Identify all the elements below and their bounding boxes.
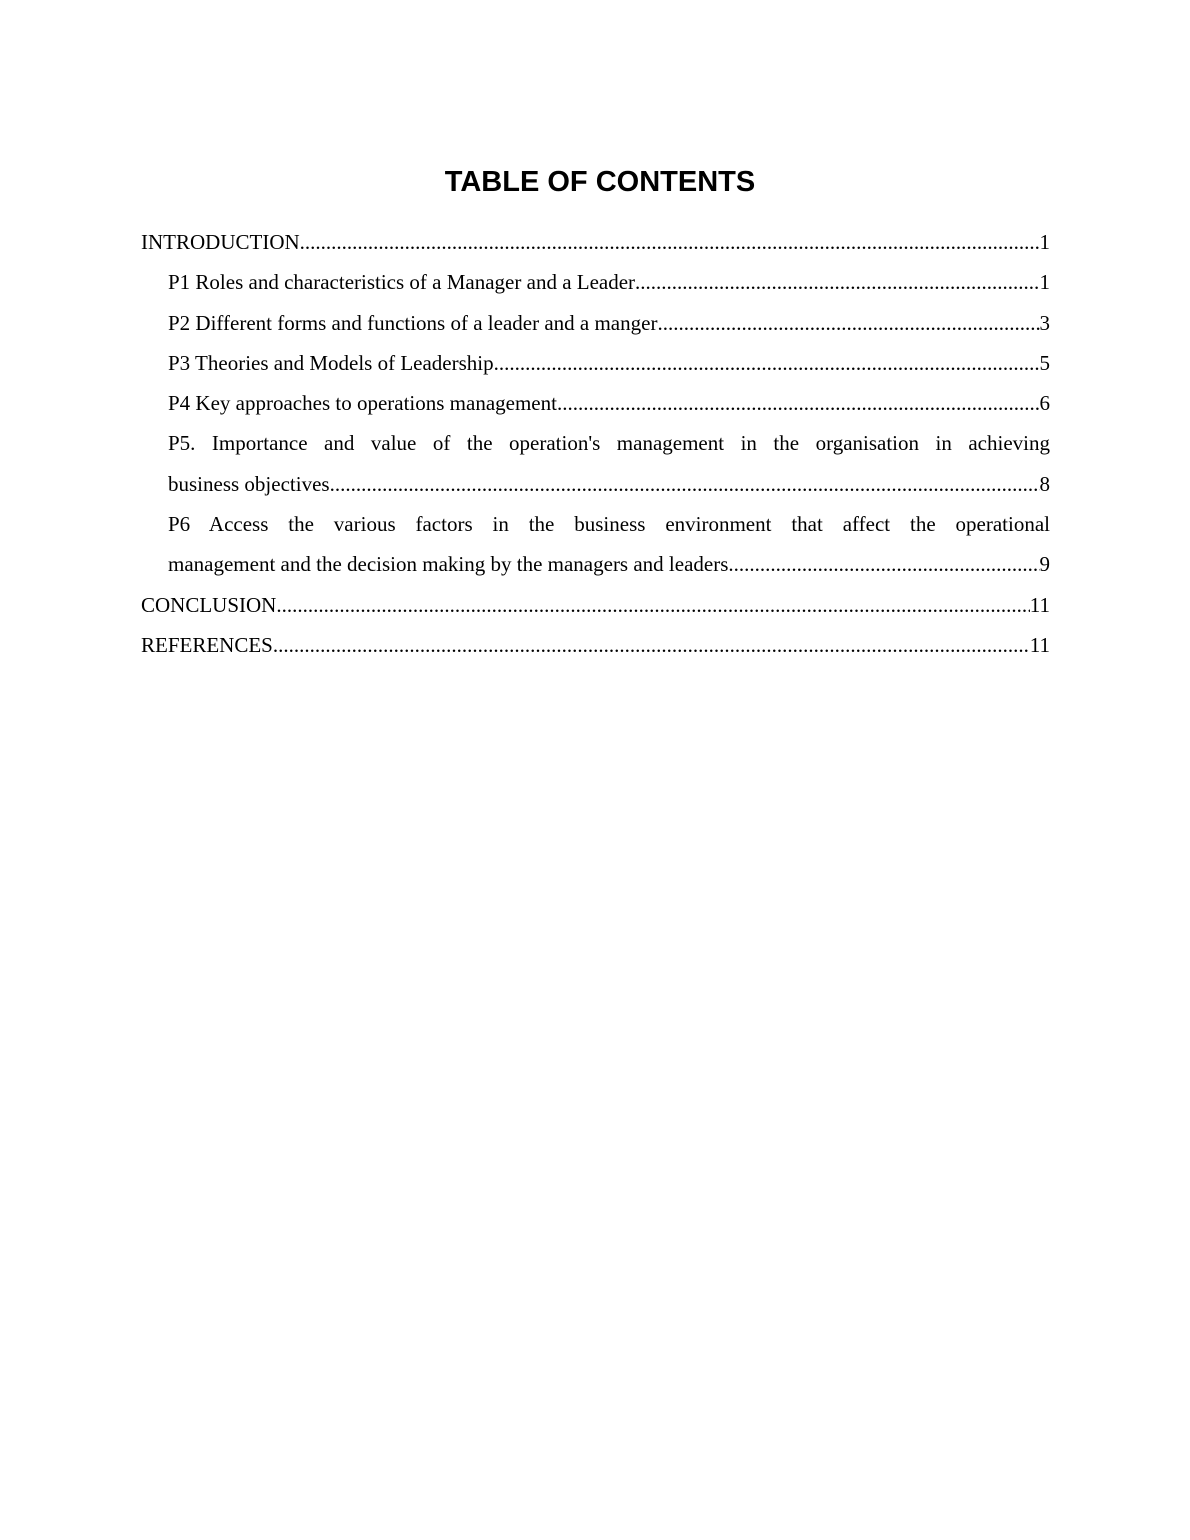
toc-entry-p4[interactable] bbox=[141, 383, 1050, 423]
toc-entry-label: INTRODUCTION bbox=[141, 230, 300, 254]
toc-page-number: 6 bbox=[1039, 391, 1050, 416]
toc-entry-label: REFERENCES bbox=[141, 632, 273, 657]
toc-page-number: 11 bbox=[1029, 592, 1050, 617]
dot-leader bbox=[276, 585, 1029, 625]
toc-page-number: 8 bbox=[1039, 471, 1050, 496]
dot-leader bbox=[557, 383, 1040, 423]
dot-leader bbox=[494, 343, 1040, 383]
dot-leader bbox=[330, 464, 1040, 504]
page-title: TABLE OF CONTENTS bbox=[444, 166, 756, 198]
toc-page-number: 11 bbox=[1029, 632, 1050, 657]
toc-entry-p3[interactable] bbox=[141, 343, 1050, 383]
toc-entry-label: P2 Different forms and functions of a leader and a manger bbox=[168, 310, 658, 335]
toc-page-number: 3 bbox=[1039, 310, 1050, 335]
toc-entry-p1[interactable] bbox=[141, 262, 1050, 302]
dot-leader bbox=[273, 625, 1030, 665]
dot-leader bbox=[657, 303, 1039, 343]
toc-entry-label: CONCLUSION bbox=[141, 592, 277, 617]
toc-page-number: 1 bbox=[1039, 230, 1050, 254]
toc-page-number: 5 bbox=[1039, 350, 1050, 375]
toc-entry-label-line1: P5. Importance and value of the operation's management in the organisation in achieving bbox=[168, 431, 1050, 456]
toc-entry-p5[interactable] bbox=[141, 423, 1050, 504]
toc-entry-label: P4 Key approaches to operations management bbox=[168, 391, 557, 416]
toc-entry-introduction[interactable] bbox=[141, 222, 1050, 262]
dot-leader bbox=[300, 222, 1040, 262]
toc-entry-conclusion[interactable] bbox=[141, 585, 1050, 625]
toc-page-number: 1 bbox=[1039, 270, 1050, 295]
toc-list bbox=[141, 222, 1050, 665]
toc-entry-label: P3 Theories and Models of Leadership bbox=[168, 350, 494, 375]
toc-entry-p6[interactable] bbox=[141, 504, 1050, 585]
toc-page-number: 9 bbox=[1039, 552, 1050, 577]
dot-leader bbox=[635, 262, 1039, 302]
toc-entry-label-line2: business objectives bbox=[168, 471, 330, 496]
dot-leader bbox=[734, 544, 1040, 584]
toc-entry-references[interactable] bbox=[141, 625, 1050, 665]
toc-entry-label-line1: P6 Access the various factors in the business environment that affect the operational bbox=[168, 512, 1050, 537]
toc-entry-label: P1 Roles and characteristics of a Manager and a Leader bbox=[168, 270, 636, 295]
toc-entry-label-line2: management and the decision making by the managers and leaders. bbox=[168, 552, 734, 577]
toc-entry-p2[interactable] bbox=[141, 303, 1050, 343]
